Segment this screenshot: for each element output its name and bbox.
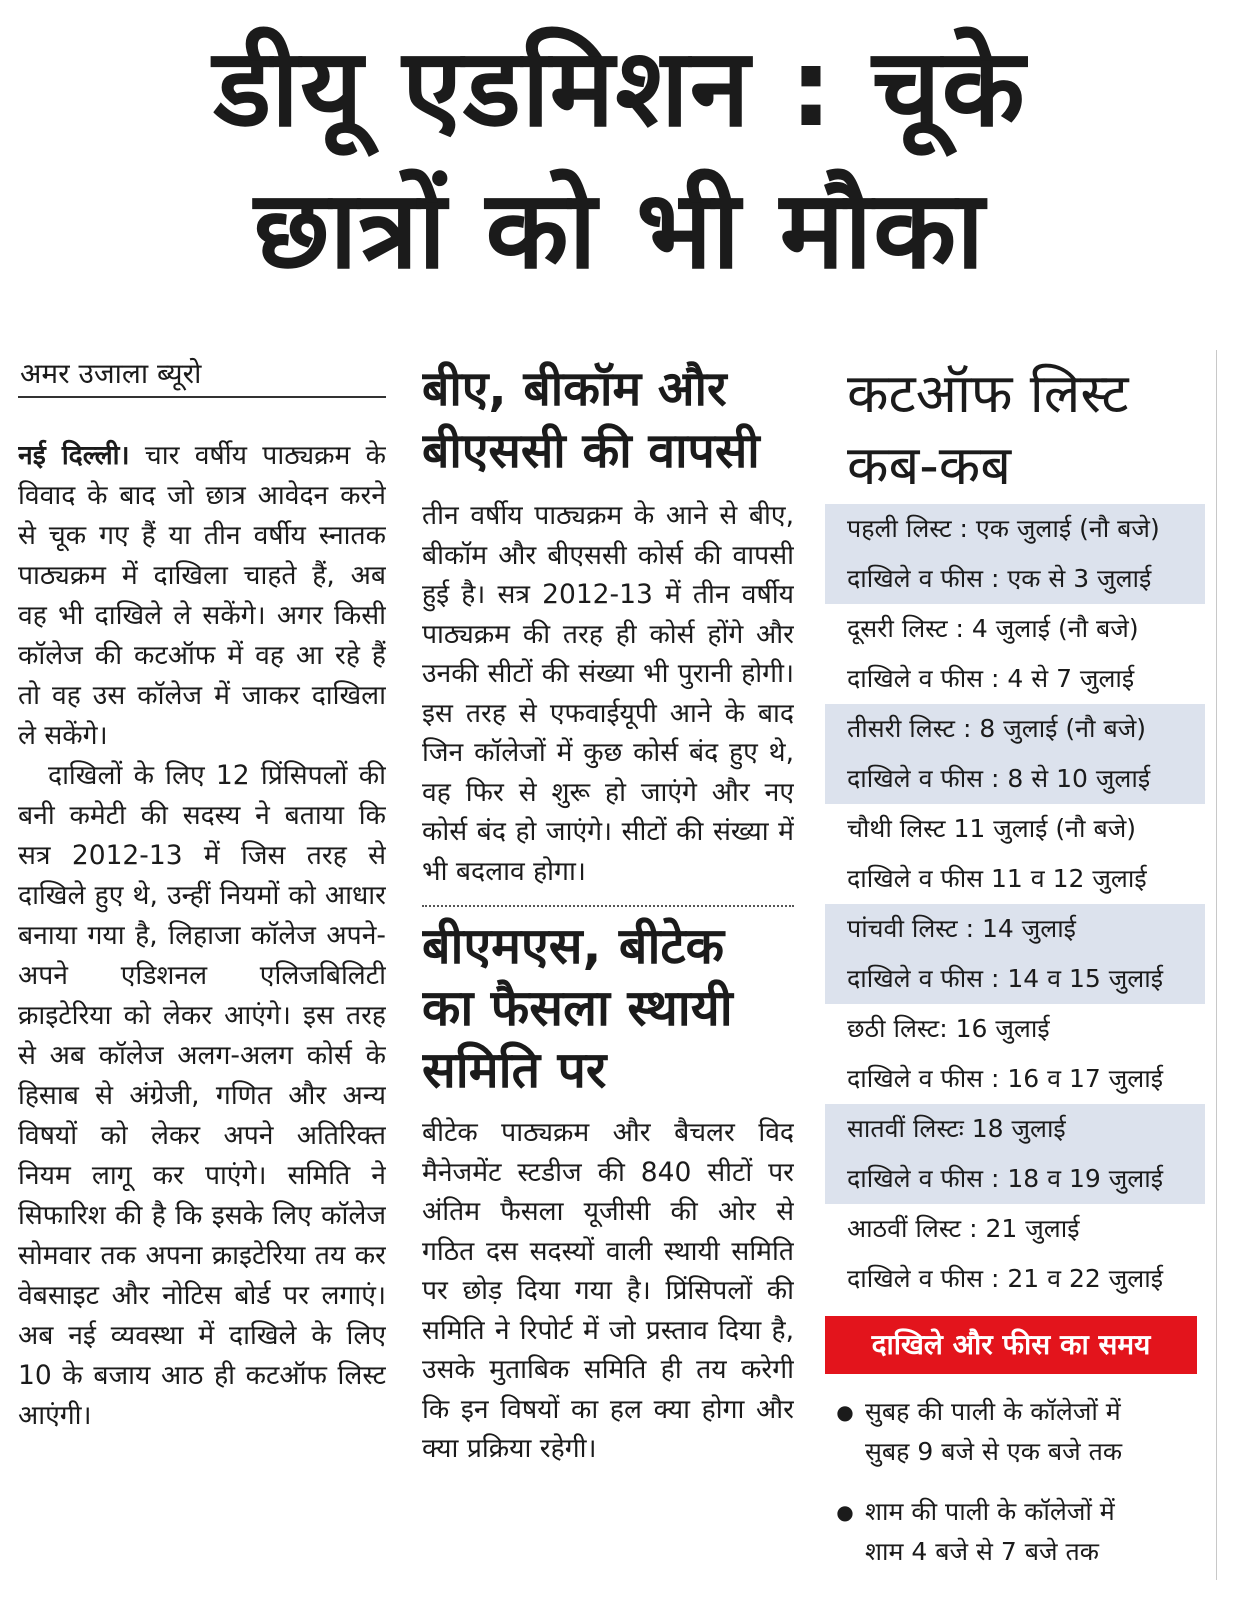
- cutoff-heading: [847, 358, 1207, 502]
- byline: अमर उजाला ब्यूरो: [18, 352, 386, 398]
- schedule-list-date: पांचवी लिस्ट : 14 जुलाई: [847, 914, 1076, 943]
- story-paragraph-1: [18, 436, 386, 756]
- schedule-entry: [825, 1204, 1205, 1304]
- main-story-column: [18, 352, 386, 1592]
- cutoff-heading-line-2: कब-कब: [847, 434, 1012, 497]
- timing-item: [825, 1492, 1207, 1572]
- section-2-heading-line-3: समिति पर: [422, 1041, 607, 1099]
- schedule-admission-date: दाखिले व फीस : 4 से 7 जुलाई: [847, 664, 1135, 693]
- cutoff-schedule: [825, 504, 1205, 1304]
- schedule-admission-date: दाखिले व फीस : एक से 3 जुलाई: [847, 564, 1152, 593]
- timing-title-box: दाखिले और फीस का समय: [825, 1316, 1197, 1374]
- section-2-heading-line-2: का फैसला स्थायी: [422, 979, 733, 1037]
- story-paragraph-2: दाखिलों के लिए 12 प्रिंसिपलों की बनी कमेटी की सदस्य ने बताया कि सत्र 2012-13 में जिस तरह से दाखिले हुए थे, उन्हीं नियमों को आधार बनाया गया है, लिहाजा कॉलेज अपने-अपने एडिशनल एलिजबिलिटी क्राइटेरिया को लेकर आएंगे। इस तरह से अब कॉलेज अलग-अलग कोर्स के हिसाब से अंग्रेजी, गणित और अन्य विषयों को लेकर अपने अतिरिक्त नियम लागू कर पाएंगे। समिति ने सिफारिश की है कि इसके लिए कॉलेज सोमवार तक अपना क्राइटेरिया तय कर वेबसाइट और नोटिस बोर्ड पर लगाएं। अब नई व्यवस्था में दाखिले के लिए 10 के बजाय आठ ही कटऑफ लिस्ट आएंगी।: [18, 760, 386, 1431]
- timing-list: [825, 1392, 1207, 1572]
- headline-line-2: छात्रों को भी मौका: [253, 168, 986, 293]
- schedule-entry: [825, 904, 1205, 1004]
- schedule-entry: [825, 804, 1205, 904]
- schedule-entry: [825, 1104, 1205, 1204]
- schedule-list-date: छठी लिस्ट: 16 जुलाई: [847, 1014, 1050, 1043]
- section-2-body: बीटेक पाठ्यक्रम और बैचलर विद मैनेजमेंट स्टडीज की 840 सीटों पर अंतिम फैसला यूजीसी की ओर से गठित दस सदस्यों वाली स्थायी समिति पर छोड़ दिया गया है। प्रिंसिपलों की समिति ने रिपोर्ट में जो प्रस्ताव दिया है, उसके मुताबिक समिति ही तय करेगी कि इन विषयों का हल क्या होगा और क्या प्रक्रिया रहेगी।: [422, 1117, 794, 1464]
- schedule-list-date: चौथी लिस्ट 11 जुलाई (नौ बजे): [847, 814, 1137, 843]
- schedule-entry: [825, 704, 1205, 804]
- schedule-admission-date: दाखिले व फीस : 21 व 22 जुलाई: [847, 1264, 1163, 1293]
- schedule-admission-date: दाखिले व फीस : 14 व 15 जुलाई: [847, 964, 1163, 993]
- section-2-heading: [422, 915, 794, 1101]
- headline: [0, 18, 1239, 302]
- section-2-heading-line-1: बीएमएस, बीटेक: [422, 917, 725, 975]
- section-1-body: तीन वर्षीय पाठ्यक्रम के आने से बीए, बीकॉम और बीएससी कोर्स की वापसी हुई है। सत्र 2012-13 में तीन वर्षीय पाठ्यक्रम की तरह ही कोर्स होंगे और उनकी सीटों की संख्या भी पुरानी होगी। इस तरह से एफवाईयूपी आने के बाद जिन कॉलेजों में कुछ कोर्स बंद हुए थे, वह फिर से शुरू हो जाएंगे और नए कोर्स बंद हो जाएंगे। सीटों की संख्या में भी बदलाव होगा।: [422, 500, 794, 887]
- dateline: नई दिल्ली।: [18, 440, 130, 471]
- timing-item-text: [865, 1392, 1122, 1472]
- section-1-heading: [422, 358, 794, 482]
- column-rule: [1216, 350, 1217, 1580]
- schedule-entry: [825, 1004, 1205, 1104]
- schedule-admission-date: दाखिले व फीस : 16 व 17 जुलाई: [847, 1064, 1163, 1093]
- schedule-admission-date: दाखिले व फीस : 18 व 19 जुलाई: [847, 1164, 1163, 1193]
- cutoff-schedule-column: [825, 358, 1207, 1592]
- schedule-admission-date: दाखिले व फीस 11 व 12 जुलाई: [847, 864, 1147, 893]
- headline-line-1: डीयू एडमिशन : चूके: [213, 26, 1026, 151]
- section-1-heading-line-2: बीएससी की वापसी: [422, 423, 760, 479]
- timing-item-line-2: शाम 4 बजे से 7 बजे तक: [865, 1537, 1099, 1566]
- sidebar-stories-column: [422, 358, 794, 1592]
- schedule-admission-date: दाखिले व फीस : 8 से 10 जुलाई: [847, 764, 1151, 793]
- schedule-list-date: पहली लिस्ट : एक जुलाई (नौ बजे): [847, 514, 1160, 543]
- section-1-heading-line-1: बीए, बीकॉम और: [422, 361, 727, 417]
- schedule-list-date: सातवीं लिस्टः 18 जुलाई: [847, 1114, 1066, 1143]
- schedule-list-date: तीसरी लिस्ट : 8 जुलाई (नौ बजे): [847, 714, 1147, 743]
- dotted-divider: [422, 905, 794, 907]
- bullet-icon: ●: [836, 1500, 854, 1524]
- schedule-entry: [825, 504, 1205, 604]
- story-paragraph-1-text: चार वर्षीय पाठ्यक्रम के विवाद के बाद जो छात्र आवेदन करने से चूक गए हैं या तीन वर्षीय स्नातक पाठ्यक्रम में दाखिला चाहते हैं, अब वह भी दाखिले ले सकेंगे। अगर किसी कॉलेज की कटऑफ में वह आ रहे हैं तो वह उस कॉलेज में जाकर दाखिला ले सकेंगे।: [18, 440, 386, 751]
- timing-item: [825, 1392, 1207, 1472]
- schedule-entry: [825, 604, 1205, 704]
- timing-item-line-1: शाम की पाली के कॉलेजों में: [865, 1497, 1115, 1526]
- schedule-list-date: आठवीं लिस्ट : 21 जुलाई: [847, 1214, 1080, 1243]
- bullet-icon: ●: [836, 1400, 854, 1424]
- cutoff-heading-line-1: कटऑफ लिस्ट: [847, 362, 1129, 425]
- timing-item-line-2: सुबह 9 बजे से एक बजे तक: [865, 1437, 1123, 1466]
- timing-item-line-1: सुबह की पाली के कॉलेजों में: [865, 1397, 1121, 1426]
- schedule-list-date: दूसरी लिस्ट : 4 जुलाई (नौ बजे): [847, 614, 1139, 643]
- timing-item-text: [865, 1492, 1115, 1572]
